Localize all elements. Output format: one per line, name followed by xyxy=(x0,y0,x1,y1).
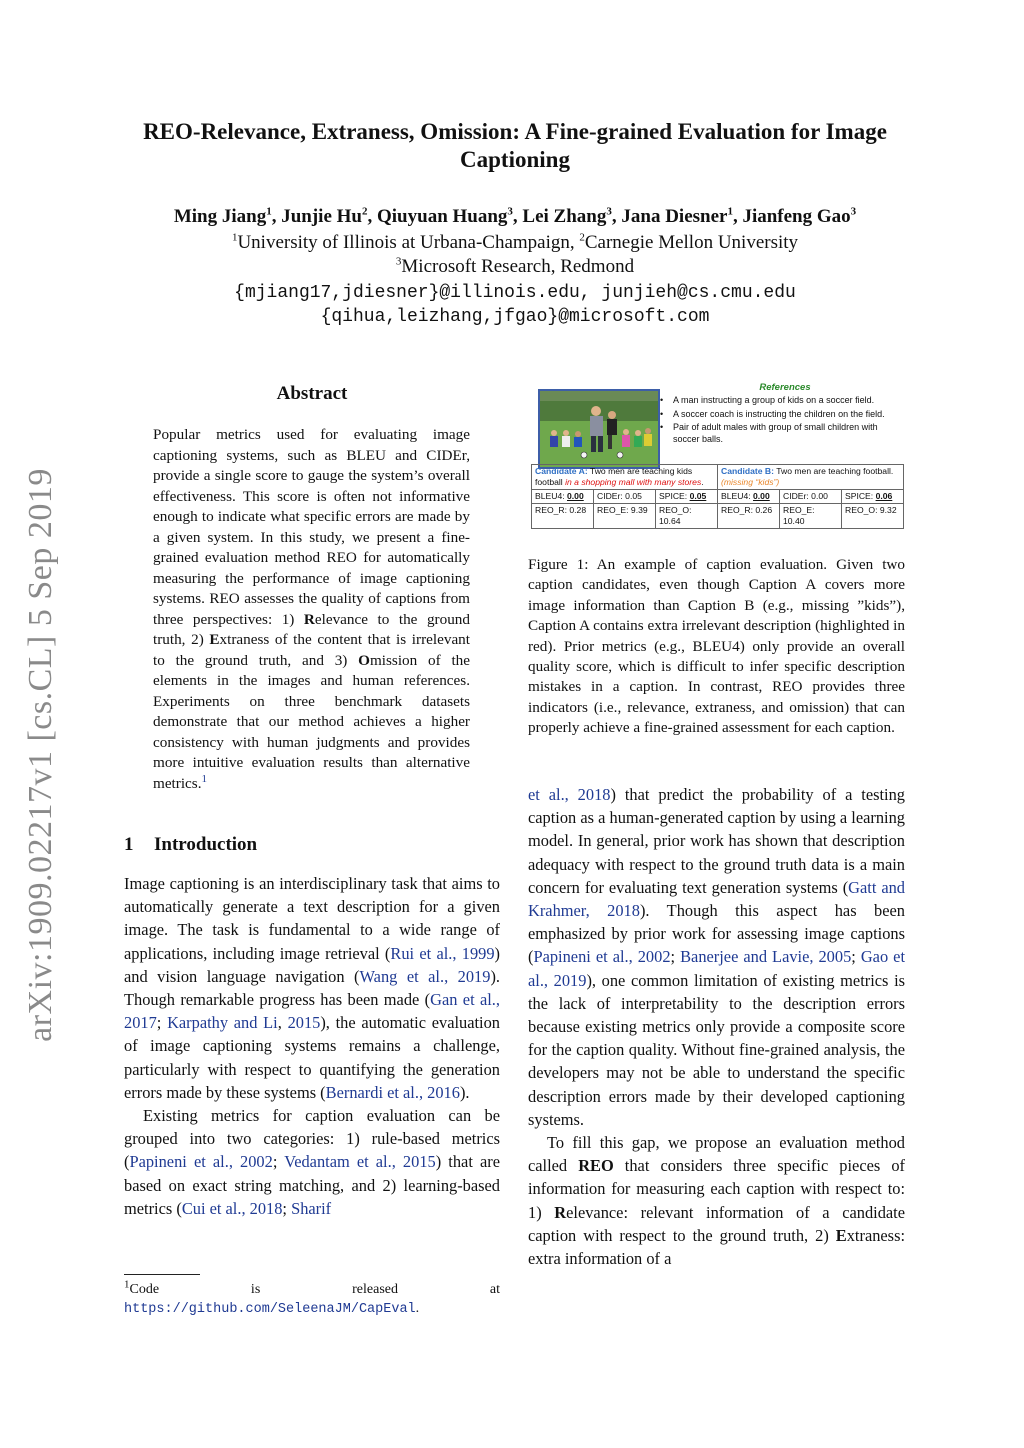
reference-item: • A man instructing a group of kids on a soccer field. xyxy=(660,395,905,407)
footnote-divider xyxy=(124,1274,200,1275)
candidate-score-table xyxy=(531,464,904,529)
citation-link[interactable]: Bernardi et al., 2016 xyxy=(325,1082,460,1102)
citation-link[interactable]: Papineni et al., 2002 xyxy=(129,1152,273,1172)
citation-link[interactable]: Wang et al., 2019 xyxy=(359,966,491,986)
figure-1-caption: Figure 1: An example of caption evaluation. Given two caption candidates, even though Caption A covers more image information than Caption B (e.g., missing ”kids”), Caption A contains extra irrelevant description (highlighted in red). Prior metrics (e.g., BLEU4) only provide an overall quality score, which is difficult to infer specific description mistakes in a caption. In contrast, REO provides three indicators (i.e., relevance, extraness, and omission) that can properly achieve a fine-grained assessment for each caption. xyxy=(528,556,905,737)
score-cell: REO_O: 10.64 xyxy=(656,504,718,529)
score-cell: SPICE: 0.06 xyxy=(842,490,904,504)
score-cell: SPICE: 0.05 xyxy=(656,490,718,504)
citation-link[interactable]: Papineni et al., 2002 xyxy=(533,947,671,967)
reference-captions xyxy=(660,395,905,447)
affiliation-line-2: $^3$Microsoft Research, Redmond xyxy=(395,255,635,277)
author: Ming Jiang xyxy=(173,206,267,227)
author: Jana Diesner xyxy=(621,206,728,227)
author: Lei Zhang xyxy=(522,206,607,227)
footnote: $^1$Code is released at https://github.com/SeleenaJM/CapEval. xyxy=(124,1278,500,1317)
email-line-2: {qihua,leizhang,jfgao}@microsoft.com xyxy=(320,307,710,327)
author-list: Ming Jiang$^1$, Junjie Hu$^2$, Qiuyuan Huang$^3$, Lei Zhang$^3$, Jana Diesner$^1$, Jianfeng Gao$^3$ xyxy=(173,205,857,227)
table-row xyxy=(532,490,904,504)
citation-link[interactable]: Rui et al., 1999 xyxy=(390,943,495,963)
citation-link[interactable]: 2015 xyxy=(287,1013,321,1033)
score-cell: BLEU4: 0.00 xyxy=(718,490,780,504)
arxiv-identifier-text: arXiv:1909.02217v1 [cs.CL] 5 Sep 2019 xyxy=(22,468,59,1042)
affiliation-line-1: $^1$University of Illinois at Urbana-Champaign, $^2$Carnegie Mellon University xyxy=(231,231,799,253)
soccer-photo-image xyxy=(540,391,658,467)
introduction-body xyxy=(124,872,500,1220)
author: Jianfeng Gao xyxy=(742,206,851,227)
paragraph: Image captioning is an interdisciplinary task that aims to automatically generate a text description for a given image. The task is fundamental to a wide range of applications, including image retrieval (Rui et al., 1999) and vision language navigation (Wang et al., 2019). Though remarkable progress has been made (Gan et al., 2017; Karpathy and Li, 2015), the automatic evaluation of image captioning systems remains a challenge, particularly with respect to quantifying the generation errors made by these systems (Bernardi et al., 2016). xyxy=(124,874,501,1102)
citation-link[interactable]: Gao et al., 2019 xyxy=(528,947,905,990)
score-cell: REO_E: 9.39 xyxy=(594,504,656,529)
abstract-heading: Abstract xyxy=(276,383,348,404)
citation-link[interactable]: Gatt and Krahmer, 2018 xyxy=(528,877,906,921)
paragraph: et al., 2018) that predict the probability of a testing caption as a human-generated caption by using a learning model. In general, prior work has shown that description adequacy with respect to the ground truth data is a main concern for evaluating text generation systems (Gatt and Krahmer, 2018). Though this aspect has been emphasized by prior work for assessing image captions (Papineni et al., 2002; Banerjee and Lavie, 2005; Gao et al., 2019), one common limitation of existing metrics is the lack of interpretability to the description errors because existing metrics only provide a composite score for the caption quality. Without fine-grained analysis, the developers may not be able to understand the specific description errors made by their developed captioning systems. xyxy=(528,785,906,1129)
candidate-a-caption: Candidate A: Two men are teaching kids football in a shopping mall with many stores. xyxy=(532,465,718,490)
references-heading: References xyxy=(759,382,811,393)
email-line-1: {mjiang17,jdiesner}@illinois.edu, junjieh@cs.cmu.edu xyxy=(234,283,796,303)
paragraph: To fill this gap, we propose an evaluation method called REO that considers three specific pieces of information for measuring each caption with respect to: 1) Relevance: relevant information of a candidate caption with respect to the ground truth, 2) Extraness: extra information of a xyxy=(528,1133,905,1269)
citation-link[interactable]: Banerjee and Lavie, 2005 xyxy=(680,947,852,967)
score-cell: REO_R: 0.28 xyxy=(532,504,594,529)
section-heading-introduction: 1 Introduction xyxy=(124,834,258,855)
citation-link[interactable]: Gan et al., 2017 xyxy=(124,990,500,1033)
table-row xyxy=(532,504,904,529)
citation-link[interactable]: Cui et al., 2018 xyxy=(181,1198,283,1218)
author: Junjie Hu xyxy=(281,206,362,227)
paragraph: Existing metrics for caption evaluation can be grouped into two categories: 1) rule-based metrics (Papineni et al., 2002; Vedantam et al., 2015) that are based on exact string matching, and 2) learning-based metrics (Cui et al., 2018; Sharif xyxy=(124,1106,500,1218)
citation-link[interactable]: Vedantam et al., 2015 xyxy=(284,1152,436,1172)
footnote-marker[interactable]: 1 xyxy=(201,772,207,785)
citation-link[interactable]: Karpathy and Li xyxy=(167,1013,278,1033)
score-cell: BLEU4: 0.00 xyxy=(532,490,594,504)
reference-item: • Pair of adult males with group of small children with soccer balls. xyxy=(660,422,905,445)
arxiv-identifier xyxy=(12,450,70,1060)
paper-title: REO-Relevance, Extraness, Omission: A Fine-grained Evaluation for Image Captioning xyxy=(143,119,887,172)
code-url-link[interactable]: https://github.com/SeleenaJM/CapEval xyxy=(124,1302,416,1317)
score-cell: REO_O: 9.32 xyxy=(842,504,904,529)
figure-1 xyxy=(530,380,905,540)
score-cell: CIDEr: 0.00 xyxy=(780,490,842,504)
soccer-photo xyxy=(538,389,660,469)
score-cell: REO_E: 10.40 xyxy=(780,504,842,529)
citation-link[interactable]: et al., 2018 xyxy=(528,785,611,804)
right-column-body xyxy=(528,783,905,1270)
candidate-b-caption: Candidate B: Two men are teaching football. (missing “kids”) xyxy=(718,465,904,490)
score-cell: CIDEr: 0.05 xyxy=(594,490,656,504)
citation-link[interactable]: Sharif xyxy=(291,1198,332,1218)
reference-item: • A soccer coach is instructing the children on the field. xyxy=(660,409,905,421)
score-cell: REO_R: 0.26 xyxy=(718,504,780,529)
abstract-body: Popular metrics used for evaluating image captioning systems, such as BLEU and CIDEr, provide a single score to gauge the system’s overall effectiveness. This score is often not informative enough to indicate what specific errors are made by a given system. In this study, we present a fine-grained evaluation method REO for automatically measuring the performance of image captioning systems. REO assesses the quality of captions from three perspectives: 1) Relevance to the ground truth, 2) Extraness of the content that is irrelevant to the ground truth, and 3) Omission of the elements in the images and human references. Experiments on three benchmark datasets demonstrate that our method achieves a higher consistency with human judgments and provides more intuitive evaluation results than alternative metrics.$^1$ xyxy=(153,426,470,792)
author: Qiuyuan Huang xyxy=(377,206,508,227)
